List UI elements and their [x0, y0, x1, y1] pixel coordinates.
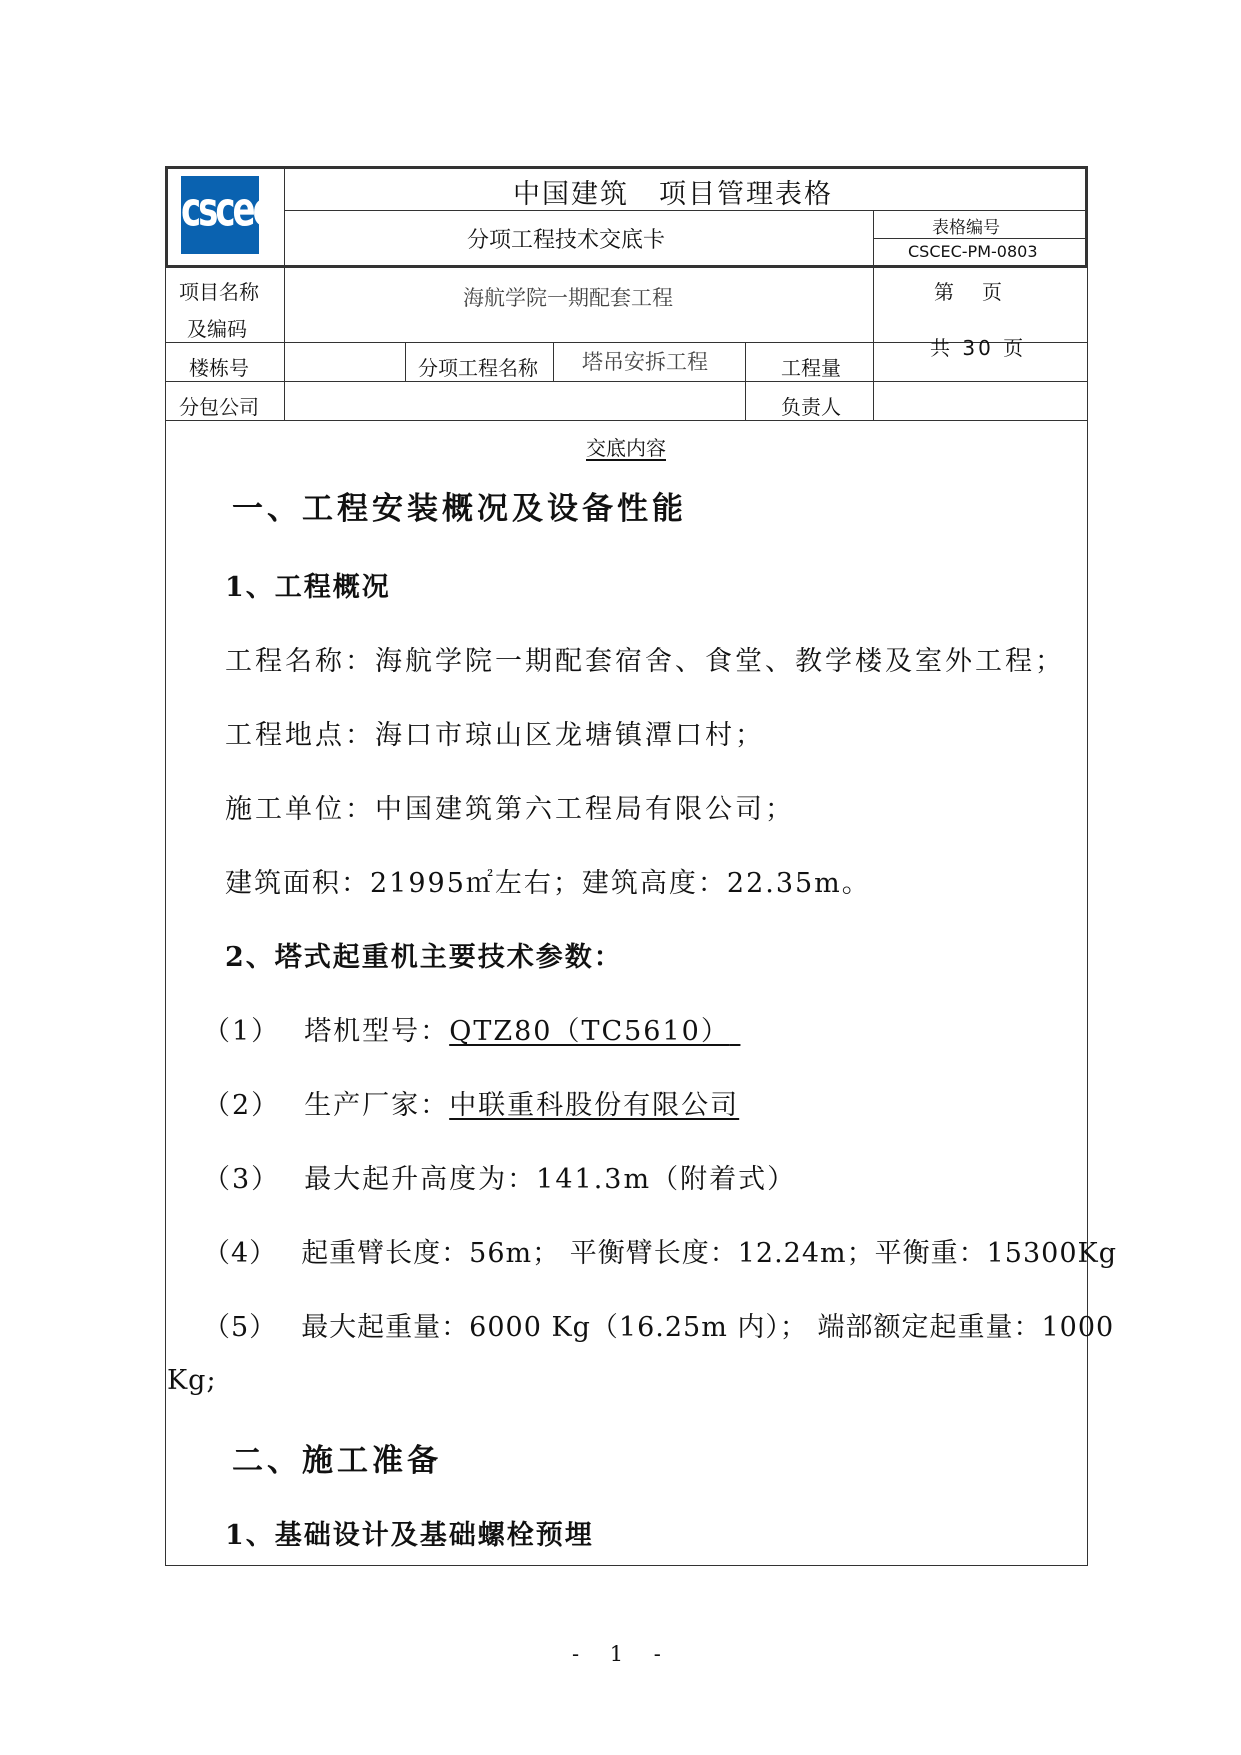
- form-no-label: 表格编号: [932, 218, 1000, 238]
- page-total: 共 30 页: [930, 336, 1027, 360]
- form-name: 分项工程技术交底卡: [467, 228, 666, 253]
- row-divider-3: [165, 381, 1088, 382]
- param-2: [203, 1083, 739, 1122]
- param-5-num: （5）: [203, 1312, 278, 1343]
- sub1-title: 1、工程概况: [225, 572, 391, 603]
- page-label: 第 页: [934, 280, 1006, 304]
- param-1-value: QTZ80（TC5610）: [449, 1016, 730, 1047]
- subitem-value: 塔吊安拆工程: [582, 350, 708, 374]
- project-label-2: 及编码: [187, 317, 247, 341]
- header-title-right: 项目管理表格: [659, 179, 833, 210]
- sub2-title: 2、塔式起重机主要技术参数：: [225, 942, 623, 973]
- section1-title: 一、工程安装概况及设备性能: [232, 491, 687, 527]
- param-5: [203, 1305, 1114, 1344]
- subitem-label: 分项工程名称: [418, 356, 538, 380]
- line-construction-unit: 施工单位：中国建筑第六工程局有限公司；: [225, 794, 795, 825]
- subcontractor-label: 分包公司: [179, 395, 259, 419]
- header-top-border: [165, 166, 1088, 169]
- cscec-logo-mark: cscec: [181, 182, 270, 238]
- project-value: 海航学院一期配套工程: [463, 286, 673, 310]
- header-right-border: [1085, 166, 1088, 268]
- param-1-blank: [730, 1016, 840, 1047]
- param-2-num: （2）: [203, 1090, 281, 1121]
- project-label-1: 项目名称: [179, 280, 259, 304]
- param-1: [203, 1009, 840, 1048]
- line-building-area: 建筑面积：21995㎡左右；建筑高度：22.35m。: [225, 868, 871, 899]
- param-3: [203, 1157, 796, 1196]
- param-3-text: 最大起升高度为：141.3m（附着式）: [304, 1164, 797, 1195]
- sub3-title: 1、基础设计及基础螺栓预埋: [225, 1520, 594, 1551]
- quantity-label: 工程量: [781, 356, 841, 380]
- param-1-num: （1）: [203, 1016, 281, 1047]
- form-no-row-divider: [873, 238, 1088, 239]
- cscec-logo: [181, 176, 270, 254]
- header-title: [513, 172, 833, 211]
- col-divider-2: [405, 342, 406, 381]
- form-no: CSCEC-PM-0803: [908, 242, 1038, 261]
- col-divider-5: [873, 342, 874, 420]
- param-5-continued: Kg;: [167, 1365, 217, 1396]
- param-4-num: （4）: [203, 1238, 278, 1269]
- responsible-label: 负责人: [781, 395, 841, 419]
- param-4-text: 起重臂长度：56m； 平衡臂长度：12.24m；平衡重：15300Kg: [301, 1238, 1117, 1269]
- header-title-left: 中国建筑: [513, 179, 629, 210]
- param-3-num: （3）: [203, 1164, 281, 1195]
- param-5-text: 最大起重量：6000 Kg（16.25m 内）； 端部额定起重量：1000: [301, 1312, 1115, 1343]
- header-bottom-border: [165, 265, 1088, 268]
- header-left-border: [165, 166, 168, 268]
- content-label: 交底内容: [586, 436, 666, 460]
- param-2-label: 生产厂家：: [304, 1090, 450, 1121]
- page-number: - 1 -: [572, 1642, 661, 1666]
- col-divider-3: [553, 342, 554, 381]
- param-4: [203, 1231, 1117, 1270]
- building-label: 楼栋号: [189, 356, 249, 380]
- param-1-label: 塔机型号：: [304, 1016, 450, 1047]
- page-total-clip: [874, 328, 1086, 360]
- col-divider-4: [745, 342, 746, 420]
- row-divider-4: [165, 420, 1088, 421]
- line-project-name: 工程名称：海航学院一期配套宿舍、食堂、教学楼及室外工程；: [225, 646, 1065, 677]
- param-2-value: 中联重科股份有限公司: [449, 1090, 740, 1121]
- form-no-divider: [873, 210, 874, 268]
- line-project-place: 工程地点：海口市琼山区龙塘镇潭口村；: [225, 720, 765, 751]
- section2-title: 二、施工准备: [232, 1443, 442, 1479]
